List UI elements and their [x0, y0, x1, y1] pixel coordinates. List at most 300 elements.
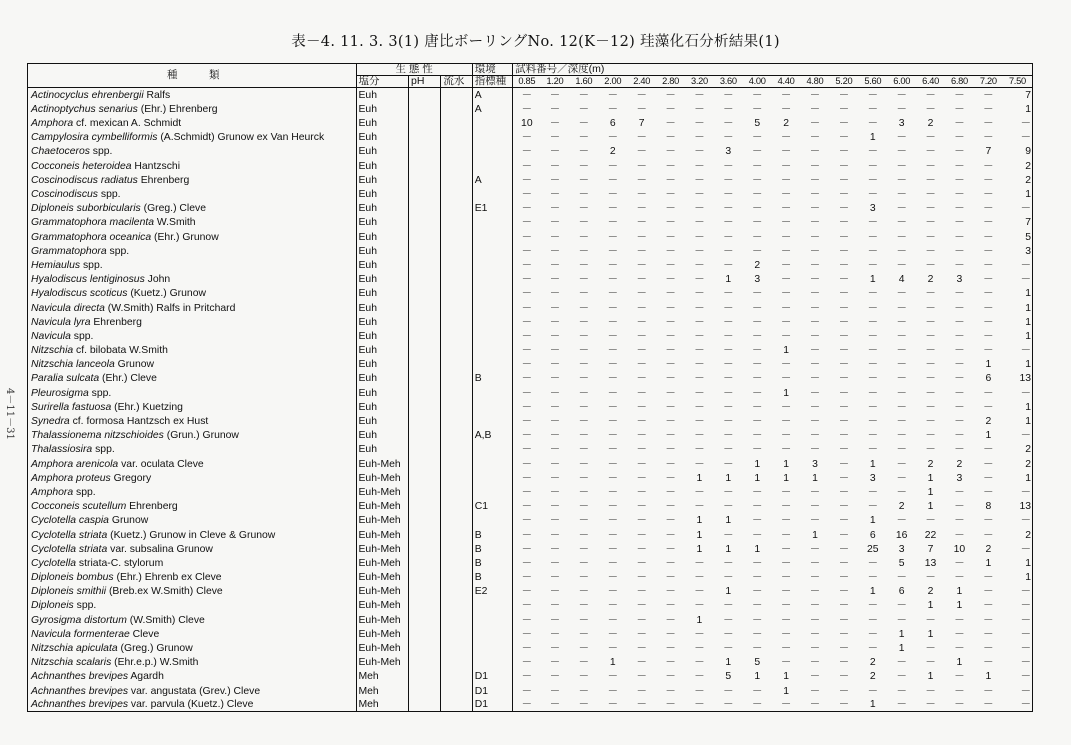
value-cell: －: [521, 245, 533, 257]
ph-cell: [409, 244, 441, 258]
value-cell: 1: [1025, 472, 1031, 484]
value-cell: －: [694, 600, 705, 612]
ph-cell: [409, 513, 441, 527]
indicator-cell: [472, 116, 512, 130]
value-cell: －: [954, 174, 965, 186]
species-name: [28, 272, 357, 286]
ph-cell: [409, 612, 441, 626]
value-cell: －: [752, 600, 763, 612]
value-cell: －: [723, 430, 734, 442]
salinity-cell: Meh: [356, 669, 409, 683]
species-name: [28, 116, 357, 130]
value-cell: －: [694, 89, 705, 101]
value-cell: －: [838, 557, 850, 569]
value-cell: －: [694, 416, 705, 427]
value-cell: －: [723, 174, 734, 186]
value-cell: 5: [754, 657, 761, 669]
value-cell: －: [983, 118, 994, 130]
value-cell: －: [867, 89, 878, 101]
value-cell: 1: [783, 671, 789, 683]
flow-cell: [441, 456, 472, 470]
species-author: Ehrenberg: [126, 501, 178, 513]
value-cell: 1: [898, 643, 905, 654]
salinity-cell: Euh-Meh: [356, 556, 409, 570]
value-cell: 1: [696, 472, 703, 484]
indicator-cell: [472, 158, 512, 172]
ph-cell: [409, 286, 441, 300]
value-cell: －: [578, 160, 590, 172]
value-cell: －: [954, 401, 965, 413]
value-cell: －: [549, 586, 561, 598]
value-cell: －: [521, 103, 533, 115]
value-cell: －: [867, 614, 878, 626]
value-cell: －: [809, 231, 821, 243]
value-cell: －: [607, 231, 618, 243]
value-cell: 1: [725, 586, 732, 598]
value-cell: －: [521, 458, 533, 470]
value-cell: －: [549, 557, 561, 569]
flow-cell: [441, 513, 472, 527]
species-author: (Ehr.) Ehrenb ex Cleve: [113, 572, 222, 584]
table-row: [28, 627, 1033, 641]
value-cell: －: [954, 359, 965, 371]
value-cell: －: [809, 118, 821, 130]
flow-cell: [441, 371, 472, 385]
value-cell: －: [838, 458, 850, 470]
value-cell: －: [578, 330, 590, 342]
value-cell: 1: [754, 671, 761, 683]
value-cell: －: [521, 146, 533, 158]
value-cell: －: [723, 345, 734, 357]
indicator-cell: [472, 442, 512, 456]
species-author: spp.: [73, 600, 97, 612]
salinity-cell: Euh-Meh: [356, 471, 409, 485]
value-cell: －: [809, 259, 821, 271]
indicator-cell: [472, 357, 512, 371]
value-cell: －: [983, 174, 994, 186]
species-author: Hantzschi: [131, 160, 181, 172]
value-cell: －: [1020, 118, 1031, 130]
value-cell: －: [665, 189, 676, 200]
value-cell: －: [896, 245, 907, 257]
value-cell: －: [925, 302, 936, 314]
value-cell: 1: [754, 458, 761, 470]
species-genus: Gyrosigma distortum: [31, 614, 127, 626]
flow-cell: [441, 428, 472, 442]
value-cell: －: [809, 217, 821, 229]
value-cell: －: [809, 302, 821, 314]
header-indicator: 指標種: [472, 76, 512, 88]
value-cell: －: [549, 118, 561, 130]
value-cell: －: [867, 231, 878, 243]
salinity-cell: Euh: [356, 272, 409, 286]
value-cell: －: [723, 444, 734, 456]
value-cell: 3: [869, 203, 876, 215]
value-cell: －: [607, 699, 618, 711]
value-cell: －: [780, 614, 792, 626]
value-cell: －: [752, 401, 763, 413]
value-cell: －: [549, 401, 561, 413]
value-cell: －: [549, 501, 561, 513]
value-cell: －: [752, 302, 763, 314]
value-cell: －: [578, 529, 590, 541]
value-cell: －: [780, 359, 792, 371]
value-cell: －: [665, 330, 676, 342]
value-cell: －: [752, 572, 763, 584]
value-cell: －: [607, 387, 618, 399]
value-cell: －: [694, 274, 705, 286]
species-genus: Amphora: [31, 118, 74, 130]
value-cell: －: [636, 231, 647, 243]
ph-cell: [409, 272, 441, 286]
flow-cell: [441, 655, 472, 669]
value-cell: －: [578, 274, 590, 286]
species-author: Cleve: [129, 628, 160, 640]
header-depth: 0.85: [513, 76, 541, 88]
value-cell: －: [549, 132, 561, 144]
salinity-cell: Euh: [356, 385, 409, 399]
value-cell: －: [578, 557, 590, 569]
value-cell: －: [954, 643, 965, 654]
value-cell: －: [838, 586, 850, 598]
value-cell: －: [549, 486, 561, 498]
header-depth: 3.60: [714, 76, 743, 88]
species-name: [28, 102, 357, 116]
flow-cell: [441, 683, 472, 697]
table-row: [28, 669, 1033, 683]
species-genus: Cyclotella striata: [31, 543, 108, 555]
value-cell: 1: [956, 586, 963, 598]
species-genus: Nitzschia scalaris: [31, 657, 112, 669]
species-name: [28, 655, 357, 669]
value-cell: －: [578, 259, 590, 271]
salinity-cell: Euh: [356, 428, 409, 442]
value-cell: －: [1020, 600, 1031, 612]
value-cell: －: [954, 515, 965, 527]
species-name: [28, 669, 357, 683]
salinity-cell: Euh: [356, 442, 409, 456]
value-cell: －: [607, 373, 618, 385]
salinity-cell: Euh: [356, 371, 409, 385]
value-cell: －: [925, 430, 936, 442]
species-genus: Navicula formenterae: [31, 628, 130, 640]
value-cell: －: [809, 699, 821, 711]
value-cell: －: [578, 373, 590, 385]
value-cell: －: [983, 189, 994, 200]
value-cell: －: [752, 345, 763, 357]
value-cell: －: [665, 103, 676, 115]
value-cell: －: [665, 146, 676, 158]
header-sample-label: 試料番号／深度(m): [513, 64, 1033, 76]
value-cell: －: [521, 231, 533, 243]
value-cell: 1: [783, 472, 789, 484]
value-cell: －: [925, 217, 936, 229]
value-cell: －: [1020, 543, 1031, 555]
value-cell: －: [896, 572, 907, 584]
value-cell: 1: [869, 699, 876, 711]
indicator-cell: [472, 343, 512, 357]
species-genus: Cocconeis scutellum: [31, 501, 127, 513]
flow-cell: [441, 88, 472, 102]
value-cell: －: [896, 430, 907, 442]
species-genus: Navicula lyra: [31, 316, 91, 328]
table-row: [28, 556, 1033, 570]
value-cell: －: [607, 132, 618, 144]
value-cell: －: [780, 416, 792, 427]
value-cell: －: [636, 373, 647, 385]
species-genus: Coscinodiscus radiatus: [31, 174, 138, 186]
table-row: [28, 244, 1033, 258]
value-cell: －: [607, 316, 618, 328]
value-cell: －: [1020, 259, 1031, 271]
value-cell: －: [838, 118, 850, 130]
value-cell: －: [780, 259, 792, 271]
ph-cell: [409, 414, 441, 428]
value-cell: 3: [898, 543, 905, 555]
ph-cell: [409, 669, 441, 683]
value-cell: －: [723, 160, 734, 172]
value-cell: －: [723, 501, 734, 513]
value-cell: －: [954, 572, 965, 584]
value-cell: －: [665, 486, 676, 498]
value-cell: －: [809, 274, 821, 286]
indicator-cell: [472, 641, 512, 655]
value-cell: －: [636, 203, 647, 215]
value-cell: 2: [1025, 444, 1031, 456]
value-cell: 1: [869, 274, 876, 286]
species-name: [28, 158, 357, 172]
value-cell: －: [549, 345, 561, 357]
value-cell: －: [607, 330, 618, 342]
indicator-cell: B: [472, 371, 512, 385]
value-cell: －: [665, 685, 676, 697]
value-cell: －: [723, 529, 734, 541]
value-cell: －: [636, 430, 647, 442]
value-cell: －: [1020, 345, 1031, 357]
flow-cell: [441, 116, 472, 130]
value-cell: －: [983, 657, 994, 669]
value-cell: －: [607, 401, 618, 413]
value-cell: －: [780, 628, 792, 640]
value-cell: －: [578, 387, 590, 399]
species-genus: Navicula: [31, 330, 71, 342]
value-cell: －: [521, 203, 533, 215]
table-row: [28, 88, 1033, 102]
value-cell: －: [809, 430, 821, 442]
value-cell: －: [521, 515, 533, 527]
value-cell: －: [694, 103, 705, 115]
flow-cell: [441, 144, 472, 158]
salinity-cell: Euh: [356, 88, 409, 102]
value-cell: －: [665, 401, 676, 413]
value-cell: －: [925, 614, 936, 626]
value-cell: －: [607, 430, 618, 442]
value-cell: 1: [725, 657, 732, 669]
species-genus: Thalassiosira: [31, 444, 93, 456]
value-cell: －: [925, 89, 936, 101]
header-depth: 5.20: [829, 76, 858, 88]
species-name: [28, 428, 357, 442]
table-row: [28, 527, 1033, 541]
value-cell: －: [954, 444, 965, 456]
value-cell: －: [896, 203, 907, 215]
species-author: (Ehr.) Kuetzing: [111, 401, 183, 413]
value-cell: －: [636, 600, 647, 612]
value-cell: －: [549, 203, 561, 215]
indicator-cell: A: [472, 173, 512, 187]
indicator-cell: [472, 400, 512, 414]
species-genus: Cyclotella striata: [31, 529, 108, 541]
species-name: [28, 683, 357, 697]
species-genus: Achnanthes brevipes: [31, 685, 129, 697]
salinity-cell: Euh: [356, 315, 409, 329]
value-cell: －: [867, 288, 878, 300]
value-cell: －: [838, 245, 850, 257]
value-cell: －: [983, 330, 994, 342]
value-cell: －: [925, 416, 936, 427]
table-row: [28, 542, 1033, 556]
value-cell: 7: [1025, 89, 1031, 101]
species-genus: Actinocyclus ehrenbergii: [31, 89, 144, 101]
value-cell: －: [578, 486, 590, 498]
species-genus: Grammatophora: [31, 245, 107, 257]
value-cell: －: [723, 231, 734, 243]
value-cell: －: [896, 231, 907, 243]
value-cell: －: [752, 685, 763, 697]
table-row: [28, 158, 1033, 172]
value-cell: －: [867, 572, 878, 584]
value-cell: －: [694, 699, 705, 711]
flow-cell: [441, 158, 472, 172]
species-name: [28, 471, 357, 485]
table-row: [28, 130, 1033, 144]
species-genus: Nitzschia: [31, 345, 74, 357]
species-author: spp.: [98, 189, 121, 200]
value-cell: －: [925, 387, 936, 399]
value-cell: －: [867, 118, 878, 130]
header-ecology: 生 態 性: [356, 64, 472, 76]
salinity-cell: Euh: [356, 400, 409, 414]
value-cell: －: [809, 628, 821, 640]
value-cell: －: [809, 401, 821, 413]
value-cell: －: [838, 345, 850, 357]
salinity-cell: Euh: [356, 102, 409, 116]
value-cell: －: [549, 387, 561, 399]
value-cell: －: [578, 89, 590, 101]
value-cell: 1: [696, 543, 703, 555]
value-cell: －: [752, 444, 763, 456]
value-cell: －: [954, 671, 965, 683]
species-name: [28, 527, 357, 541]
table-row: [28, 173, 1033, 187]
value-cell: －: [896, 316, 907, 328]
value-cell: －: [925, 685, 936, 697]
value-cell: －: [521, 345, 533, 357]
value-cell: －: [636, 685, 647, 697]
value-cell: －: [723, 103, 734, 115]
indicator-cell: [472, 385, 512, 399]
value-cell: 8: [985, 501, 992, 513]
value-cell: －: [723, 118, 734, 130]
value-cell: －: [925, 146, 936, 158]
value-cell: －: [954, 103, 965, 115]
species-author: cf. formosa Hantzsch ex Hust: [69, 416, 209, 427]
species-name: [28, 343, 357, 357]
value-cell: －: [694, 288, 705, 300]
value-cell: 1: [927, 472, 934, 484]
species-author: spp.: [73, 486, 96, 498]
value-cell: －: [954, 245, 965, 257]
value-cell: －: [665, 217, 676, 229]
value-cell: －: [867, 302, 878, 314]
indicator-cell: [472, 187, 512, 201]
value-cell: －: [636, 330, 647, 342]
value-cell: －: [752, 146, 763, 158]
value-cell: －: [925, 572, 936, 584]
value-cell: －: [896, 373, 907, 385]
species-author: spp.: [88, 387, 112, 399]
value-cell: －: [983, 643, 994, 654]
value-cell: －: [1020, 685, 1031, 697]
value-cell: －: [954, 557, 965, 569]
value-cell: －: [636, 146, 647, 158]
value-cell: －: [578, 217, 590, 229]
value-cell: －: [983, 103, 994, 115]
value-cell: －: [723, 217, 734, 229]
value-cell: －: [549, 160, 561, 172]
indicator-cell: [472, 655, 512, 669]
value-cell: －: [723, 203, 734, 215]
value-cell: －: [636, 586, 647, 598]
species-genus: Chaetoceros: [31, 146, 90, 158]
header-flow: 流水: [441, 76, 472, 88]
value-cell: －: [867, 189, 878, 200]
value-cell: －: [694, 373, 705, 385]
value-cell: 3: [1025, 245, 1031, 257]
value-cell: －: [578, 501, 590, 513]
flow-cell: [441, 442, 472, 456]
value-cell: －: [549, 359, 561, 371]
value-cell: －: [752, 288, 763, 300]
value-cell: －: [954, 345, 965, 357]
flow-cell: [441, 499, 472, 513]
value-cell: －: [521, 174, 533, 186]
value-cell: －: [723, 189, 734, 200]
species-author: (W.Smith) Ralfs in Pritchard: [104, 302, 236, 314]
value-cell: －: [896, 160, 907, 172]
value-cell: －: [549, 373, 561, 385]
value-cell: －: [665, 89, 676, 101]
species-author: var. parvula (Kuetz.) Cleve: [128, 699, 254, 711]
value-cell: －: [838, 146, 850, 158]
table-row: [28, 471, 1033, 485]
value-cell: －: [838, 387, 850, 399]
value-cell: －: [954, 160, 965, 172]
value-cell: －: [636, 458, 647, 470]
flow-cell: [441, 272, 472, 286]
value-cell: －: [723, 486, 734, 498]
value-cell: －: [521, 274, 533, 286]
value-cell: －: [607, 189, 618, 200]
value-cell: －: [636, 345, 647, 357]
species-author: (Breb.ex W.Smith) Cleve: [106, 586, 223, 598]
value-cell: －: [665, 387, 676, 399]
value-cell: －: [780, 586, 792, 598]
value-cell: 7: [1025, 217, 1031, 229]
value-cell: －: [665, 373, 676, 385]
species-author: (Greg.) Cleve: [140, 203, 206, 215]
value-cell: －: [925, 316, 936, 328]
